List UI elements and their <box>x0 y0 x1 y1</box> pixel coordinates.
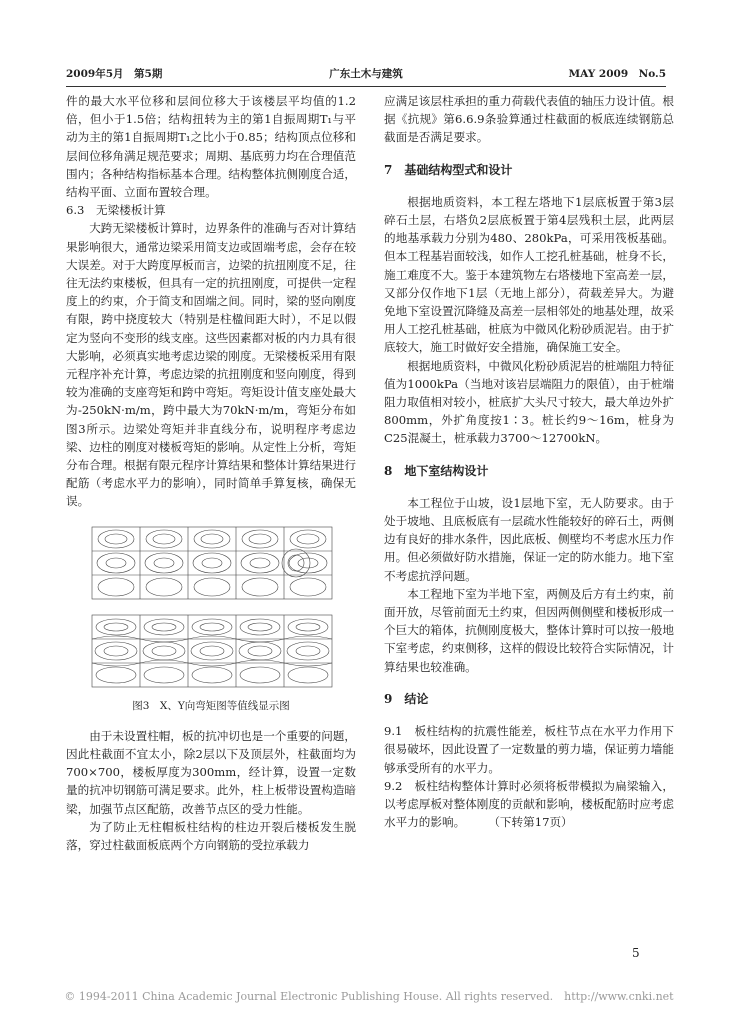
paragraph: 9.1 板柱结构的抗震性能差，板柱节点在水平力作用下很易破坏，因此设置了一定数量的剪力墙，保证剪力墙能够承受所有的水平力。 <box>384 724 674 775</box>
header-journal: 广东土木与建筑 <box>329 68 403 80</box>
header-issue-en: MAY 2009 No.5 <box>568 68 666 80</box>
section-title-8: 8 地下室结构设计 <box>384 463 489 478</box>
copyright-footer: © 1994-2011 China Academic Journal Electronic Publishing House. All rights reserved. http://www.cnki.net <box>64 990 674 1003</box>
contour-plot <box>88 523 336 693</box>
paragraph: 9.2 板柱结构整体计算时必须将板带模拟为扁梁输入，以考虑厚板对整体刚度的贡献和影响，楼板配筋时应考虑水平力的影响。 （下转第17页） <box>384 778 674 830</box>
paragraph: 本工程地下室为半地下室，两侧及后方有土约束，前面开放，尽管前面无土约束，但因两侧侧壁和楼板形成一个巨大的箱体，抗侧刚度极大，整体计算时可以按一般地下室考虑，约束侧移，这样的假设比较符合实际情况，计算结果也较准确。 <box>384 586 674 674</box>
page-number: 5 <box>632 946 640 960</box>
header-rule <box>66 86 666 87</box>
subsection-title: 6.3 无梁楼板计算 <box>66 203 166 218</box>
paragraph: 为了防止无柱帽板柱结构的柱边开裂后楼板发生脱落，穿过柱截面板底两个方向钢筋的受拉承载力 <box>66 819 356 853</box>
paragraph: 根据地质资料，中微风化粉砂质泥岩的桩端阻力特征值为1000kPa（当地对该岩层端阻力的限值），由于桩端阻力取值相对较小，桩底扩大头尺寸较大，最大单边外扩800mm，外扩角度按1∶3。桩长约9～16m，桩身为C25混凝土，桩承载力3700～12700kN。 <box>384 358 674 446</box>
paragraph: 件的最大水平位移和层间位移大于该楼层平均值的1.2倍，但小于1.5倍；结构扭转为主的第1自振周期T₁与平动为主的第1自振周期T₁之比小于0.85；结构顶点位移和层间位移角满足规范要求；周期、基底剪力均在合理值范围内；各种结构指标基本合理。结构整体抗侧刚度合适，结构平面、立面布置较合理。 <box>66 94 356 200</box>
paragraph: 根据地质资料，本工程左塔地下1层底板置于第3层碎石土层，右塔负2层底板置于第4层残积土层，此两层的地基承载力分别为480、280kPa，可采用筏板基础。但本工程基岩面较浅，如作人工挖孔桩基础，桩身不长，施工难度不大。鉴于本建筑物左右塔楼地下室高差一层，又部分仅作地下1层（无地上部分），荷载差异大。为避免地下室设置沉降缝及高差一层相邻处的地基处理，故采用人工挖孔桩基础，桩底为中微风化粉砂质泥岩。由于扩底较大，施工时做好安全措施，确保施工安全。 <box>384 194 674 355</box>
figure-caption: 图3 X、Y向弯矩图等值线显示图 <box>132 699 290 712</box>
section-title-9: 9 结论 <box>384 691 429 706</box>
paragraph: 由于未设置柱帽，板的抗冲切也是一个重要的问题，因此柱截面不宜太小，除2层以下及顶层外，柱截面均为700×700，楼板厚度为300mm，经计算，设置一定数量的抗冲切钢筋可满足要求。此外，柱上板带设置构造暗梁，加强节点区配筋，改善节点区的受力性能。 <box>66 728 356 816</box>
paragraph: 大跨无梁楼板计算时，边界条件的准确与否对计算结果影响很大，通常边梁采用简支边或固端考虑，会存在较大误差。对于大跨度厚板而言，边梁的抗扭刚度不足，往往无法约束楼板，但具有一定的抗扭刚度，可提供一定程度上的约束，介于简支和固端之间。同时，梁的竖向刚度有限，跨中挠度较大（特别是柱楹间距大时），不足以假定为竖向不变形的线支座。这些因素都对板的内力具有很大影响，必须真实地考虑边梁的刚度。无梁楼板采用有限元程序补充计算，考虑边梁的抗扭刚度和竖向刚度，得到较为准确的支座弯矩和跨中弯矩。弯矩设计值支座处最大为-250kN·m/m，跨中最大为70kN·m/m，弯矩分布如图3所示。边梁处弯矩并非直线分布，说明程序考虑边梁、边柱的刚度对楼板弯矩的影响。从定性上分析，弯矩分布合理。根据有限元程序计算结果和整体计算结果进行配筋（考虑水平力的影响），同时简单手算复核，确保无误。 <box>66 221 356 509</box>
right-column <box>384 92 674 831</box>
running-header <box>66 66 666 84</box>
header-issue: 2009年5月 第5期 <box>66 68 163 80</box>
paragraph: 本工程位于山坡，设1层地下室，无人防要求。由于处于坡地、且底板底有一层疏水性能较好的碎石土，两侧边有良好的排水条件，因此底板、侧壁均不考虑水压力作用。但必须做好防水措施，保证一定的防水能力。地下室不考虑抗浮问题。 <box>384 495 674 583</box>
left-column <box>66 92 356 854</box>
moment-contour-figure <box>88 523 336 693</box>
paragraph: 应满足该层柱承担的重力荷载代表值的轴压力设计值。根据《抗规》第6.6.9条验算通过柱截面的板底连续钢筋总截面是否满足要求。 <box>384 94 674 145</box>
section-title-7: 7 基础结构型式和设计 <box>384 162 513 177</box>
